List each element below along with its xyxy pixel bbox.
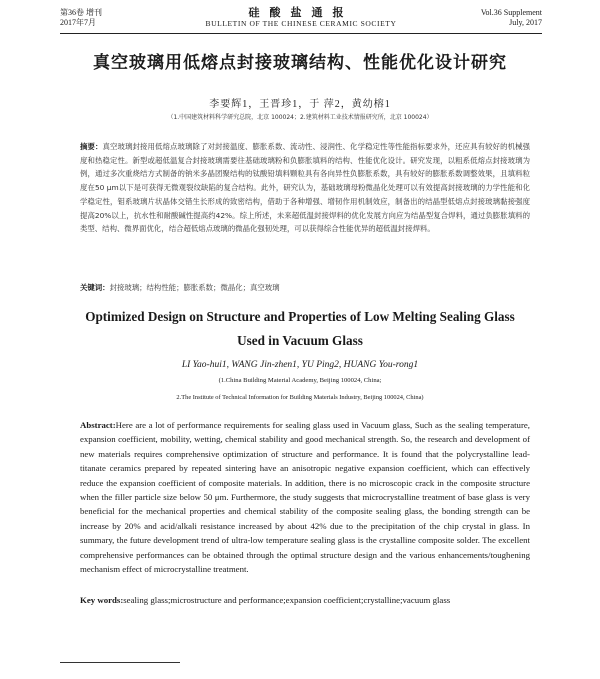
journal-header [60,8,542,34]
keywords-en-label: Key words: [80,595,124,605]
volume-en: Vol.36 Supplement [480,8,542,17]
authors-cn: 李要辉1，王晋珍1，于 萍2，黄幼榕1 [209,99,391,110]
keywords-cn-text: 封接玻璃；结构性能；膨胀系数；微晶化；真空玻璃 [109,283,280,292]
paper-title-en: Optimized Design on Structure and Properties of Low Melting Sealing Glass Used in Vacuum Glass [85,309,515,348]
journal-name-cn: 硅酸盐通报 [248,7,354,19]
affiliation-en-2: 2.The Institute of Technical Information for Building Materials Industry, Beijing 100024, China) [176,394,424,401]
header-center [60,8,542,29]
affiliation-en-1: (1.China Building Material Academy, Beijing 100024, China; [218,377,382,384]
abstract-cn-label: 摘要： [80,142,103,151]
abstract-cn-text: 真空玻璃封接用低熔点玻璃除了对封接温度、膨胀系数、流动性、浸润性、化学稳定性等性能指标要求外，还应具有较好的机械强度和热稳定性。新型或超低温复合封接玻璃需要往基础玻璃粉和负膨胀填料的结构、性能优化设计。研究发现，以粗系低熔点封接玻璃为例，通过多次重烧结方式制备的钠米多晶团聚结构的钛酸铅填料颗粒具有各向异性负膨胀系数，具有较好的膨胀系数调整效果，且填料粒度在50 μm以下是可获得无微观裂纹缺陷的复合结构。此外，研究认为，基础玻璃母粉微晶化处理可以有效提高封接玻璃的力学性能和化学稳定性，钼系玻璃片状晶体交错生长形成的致密结构，借助于各种增强、增韧作用机制效应，制备出的结晶型低熔点封接玻璃黏接强度提高20%以上，抗水性和耐酸碱性提高约42%。综上所述，未来超低温封接焊料的优化发展方向应为结晶型复合焊料，通过负膨胀填料的类型、结构、微界面优化，结合超低熔点玻璃的微晶化强韧处理，可以获得综合性能优异的超低温封接焊料。 [80,142,530,234]
keywords-cn [80,282,530,294]
date-cn: 2017年7月 [60,18,96,27]
authors-en: LI Yao-hui1, WANG Jin-zhen1, YU Ping2, HUANG You-rong1 [181,360,419,370]
abstract-cn [80,140,530,236]
header-right [481,8,542,28]
abstract-en-label: Abstract: [80,420,116,430]
abstract-en [80,418,530,576]
journal-name-en: BULLETIN OF THE CHINESE CERAMIC SOCIETY [205,19,397,28]
keywords-en [80,593,530,607]
keywords-en-text: sealing glass;microstructure and performance;expansion coefficient;crystalline;vacuum glass [123,595,451,605]
footnote-divider [60,662,180,663]
affiliation-cn: （1.中国建筑材料科学研究总院，北京 100024；2.建筑材料工业技术情报研究所，北京 100024） [167,114,433,121]
header-divider [60,33,542,34]
abstract-en-text: Here are a lot of performance requirements for sealing glass used in Vacuum glass, Such as the sealing temperature, expansion coefficient, mobility, wetting, chemical stability and good mechanical strength. So, the research and development of new materials requires comprehensive optimization of structure and performance. It is found that the polycrystalline lead-titanate ceramics prepared by repeated sintering have an anisotropic negative expansion coefficient, which can effectively reduce the expansion coefficient of composite materials. In addition, there is no microscopic crack in the composite structure when the filler particle size below 50 μm. Furthermore, the study suggests that microcrystalline treatment of base glass is very beneficial for the mechanical properties and chemical stability of the composite sealing glass, the bonding strength can be increase by 20% and acid/alkali resistance increased by about 42% due to the precipitation of the chip crystal in glass. In summary, the future development trend of ultra-low temperature sealing glass is the crystalline composite solder. The excellent comprehensive performances can be obtained through the optimal structure design and the various enhancements/toughening mechanism effect of microcrystalline treatment. [80,420,530,575]
volume-cn: 第36卷 增刊 [60,8,102,17]
paper-title-cn: 真空玻璃用低熔点封接玻璃结构、性能优化设计研究 [93,53,507,73]
keywords-cn-label: 关键词： [80,283,110,292]
date-en: July, 2017 [509,18,542,27]
